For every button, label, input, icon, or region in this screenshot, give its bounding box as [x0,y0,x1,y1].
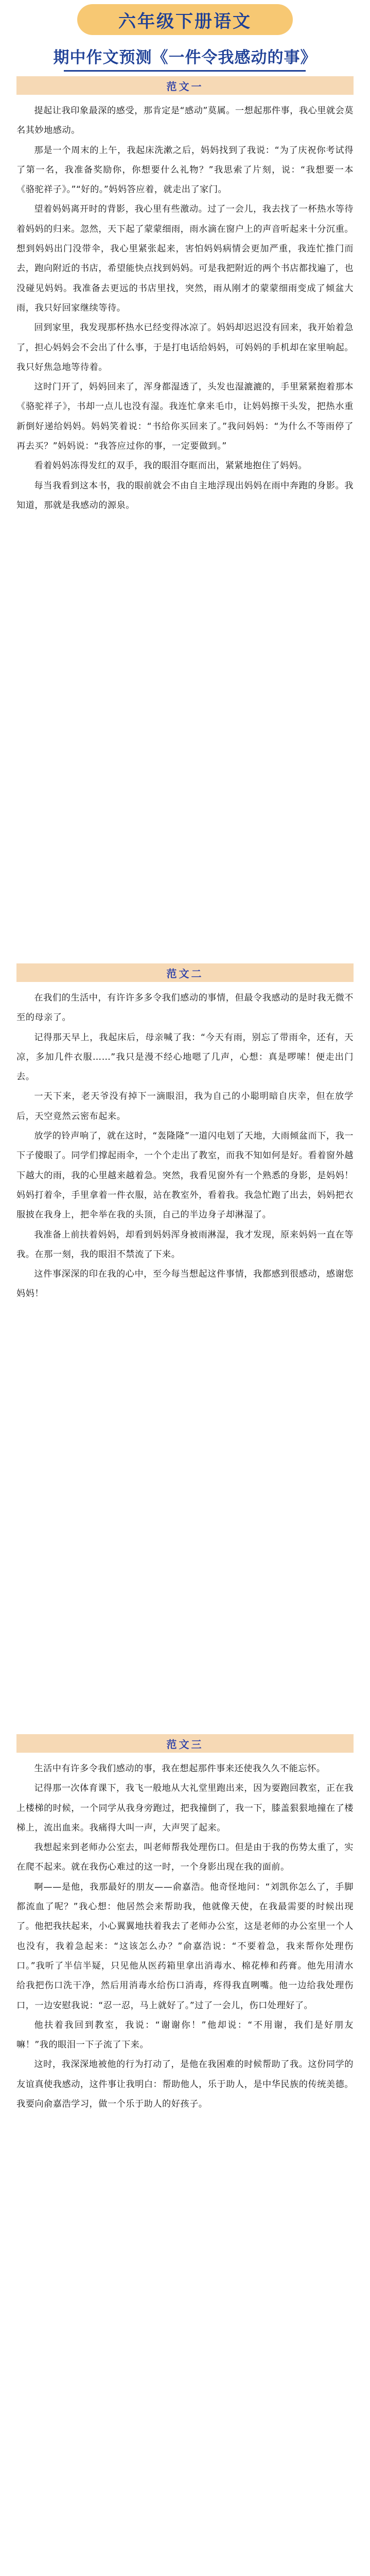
paragraph: 在我们的生活中，有许许多多令我们感动的事情，但最令我感动的是时我无微不至的母亲了。 [16,993,354,1023]
paragraph: 记得那天早上，我起床后，母亲喊了我：“今天有雨，别忘了带雨伞，还有，天凉，多加几件衣服……”我只是漫不经心地嗯了几声，心想：真是啰嗦！便走出门去。 [16,1032,354,1082]
paragraph: 啊——是他，我那最好的朋友——俞嘉浩。他奇怪地问：“刘凯你怎么了，手脚都流血了呢？”我心想：他居然会来帮助我，他就像天使，在我最需要的时候出现了。他把我扶起来，小心翼翼地扶着我去了老师办公室，这是老师的办公室里一个人也没有，我着急起来：“这该怎么办？”俞嘉浩说：“不要着急，我来帮你处理伤口。”我听了半信半疑，只见他从医药箱里拿出消毒水、棉花棒和药膏。他先用清水给我把伤口洗干净，然后用消毒水给伤口消毒，疼得我直咧嘴。他一边给我处理伤口，一边安慰我说：“忍一忍，马上就好了。”过了一会儿，伤口处理好了。 [16,1882,354,2011]
essay-1-body [16,101,354,515]
section-header-3 [16,1734,354,1753]
paragraph: 我准备上前扶着妈妈，却看到妈妈浑身被雨淋湿，我才发现，原来妈妈一直在等我。在那一刻，我的眼泪不禁流了下来。 [16,1229,354,1260]
paragraph: 回到家里，我发现那杯热水已经变得冰凉了。妈妈却迟迟没有回来，我开始着急了，担心妈妈会不会出了什么事，于是打电话给妈妈，可妈妈的手机却在家里响起。我只好焦急地等待着。 [16,323,354,372]
paragraph: 这件事深深的印在我的心中，至今每当想起这件事情，我都感到很感动，感谢您妈妈！ [16,1269,354,1299]
page-subtitle: 期中作文预测《一件令我感动的事》 [53,48,317,67]
paragraph: 一天下来，老天爷没有掉下一滴眼泪，我为自己的小聪明暗自庆幸，但在放学后，天空竟然云密布起来。 [16,1091,354,1122]
paragraph: 放学的铃声响了，就在这时，“轰隆隆”一道闪电划了天地，大雨倾盆而下，我一下子傻眼了。同学们撑起雨伞，一个个走出了教室，而我不知如何是好。看着窗外越下越大的雨，我的心里越来越着急。突然，我看见窗外有一个熟悉的身影，是妈妈！妈妈打着伞，手里拿着一件衣服，站在教室外，看着我。我急忙跑了出去，妈妈把衣服披在我身上，把伞举在我的头顶，自己的半边身子却淋湿了。 [16,1131,354,1221]
paragraph: 记得那一次体育课下，我飞一般地从大礼堂里跑出来，因为要跑回教室，正在我上楼梯的时候，一个同学从我身旁跑过，把我撞倒了，我一下，膝盖狠狠地撞在了楼梯上，流出血来。我痛得大叫一声，大声哭了起来。 [16,1783,354,1833]
paragraph: 那是一个周末的上午，我起床洗漱之后，妈妈找到了我说：“为了庆祝你考试得了第一名，我准备奖励你，你想要什么礼物？”我思索了片刻，说：“我想要一本《骆驼祥子》。”“好的。”妈妈答应着，就走出了家门。 [16,145,354,195]
paragraph: 我想起来到老师办公室去，叫老师帮我处理伤口。但是由于我的伤势太重了，实在爬不起来。就在我伤心难过的这一时，一个身影出现在我的面前。 [16,1842,354,1873]
paragraph: 这时，我深深地被他的行为打动了，是他在我困难的时候帮助了我。这份同学的友谊真使我感动，这件事让我明白：帮助他人，乐于助人，是中华民族的传统美德。我要向俞嘉浩学习，做一个乐于助人的好孩子。 [16,2059,354,2110]
section-label: 范文一 [166,80,204,93]
paragraph: 这时门开了，妈妈回来了，浑身都湿透了，头发也湿漉漉的，手里紧紧抱着那本《骆驼祥子》，书却一点儿也没有湿。我连忙拿来毛巾，让妈妈擦干头发，把热水重新倒好递给妈妈。妈妈笑着说：“书给你买回来了。”我问妈妈：“为什么不等雨停了再去买？”妈妈说：“我答应过你的事，一定要做到。” [16,382,354,452]
page-title: 六年级下册语文 [118,11,252,32]
section-label: 范文三 [166,1738,204,1751]
paragraph: 每当我看到这本书，我的眼前就会不由自主地浮现出妈妈在雨中奔跑的身影。我知道，那就是我感动的源泉。 [16,480,354,511]
paragraph: 望着妈妈离开时的背影，我心里有些激动。过了一会儿，我去找了一杯热水等待着妈妈的归来。忽然，天下起了蒙蒙细雨，雨水滴在窗户上的声音听起来十分沉重。想到妈妈出门没带伞，我心里紧张起来，害怕妈妈病情会更加严重，我连忙推门而去，跑向附近的书店，希望能快点找到妈妈。可是我把附近的两个书店都找遍了，也没碰见妈妈。我准备去更远的书店里找，突然，雨从刚才的蒙蒙细雨变成了倾盆大雨，我只好回家继续等待。 [16,204,354,313]
paragraph: 提起让我印象最深的感受，那肯定是“感动”莫属。一想起那件事，我心里就会莫名其妙地感动。 [16,106,354,136]
section-header-1 [16,76,354,95]
paragraph: 他扶着我回到教室，我说：“谢谢你！”他却说：“不用谢，我们是好朋友嘛！”我的眼泪一下子流了下来。 [16,2020,354,2050]
title-banner [77,4,293,35]
paragraph: 看着妈妈冻得发红的双手，我的眼泪夺眶而出，紧紧地抱住了妈妈。 [34,461,308,471]
section-label: 范文二 [166,967,204,980]
essay-2-body [16,988,354,1304]
essay-3-body [16,1759,354,2114]
paragraph: 生活中有许多令我们感动的事，我在想起那件事来还使我久久不能忘怀。 [34,1764,326,1774]
section-header-2 [16,963,354,982]
subtitle-underline [64,70,306,72]
